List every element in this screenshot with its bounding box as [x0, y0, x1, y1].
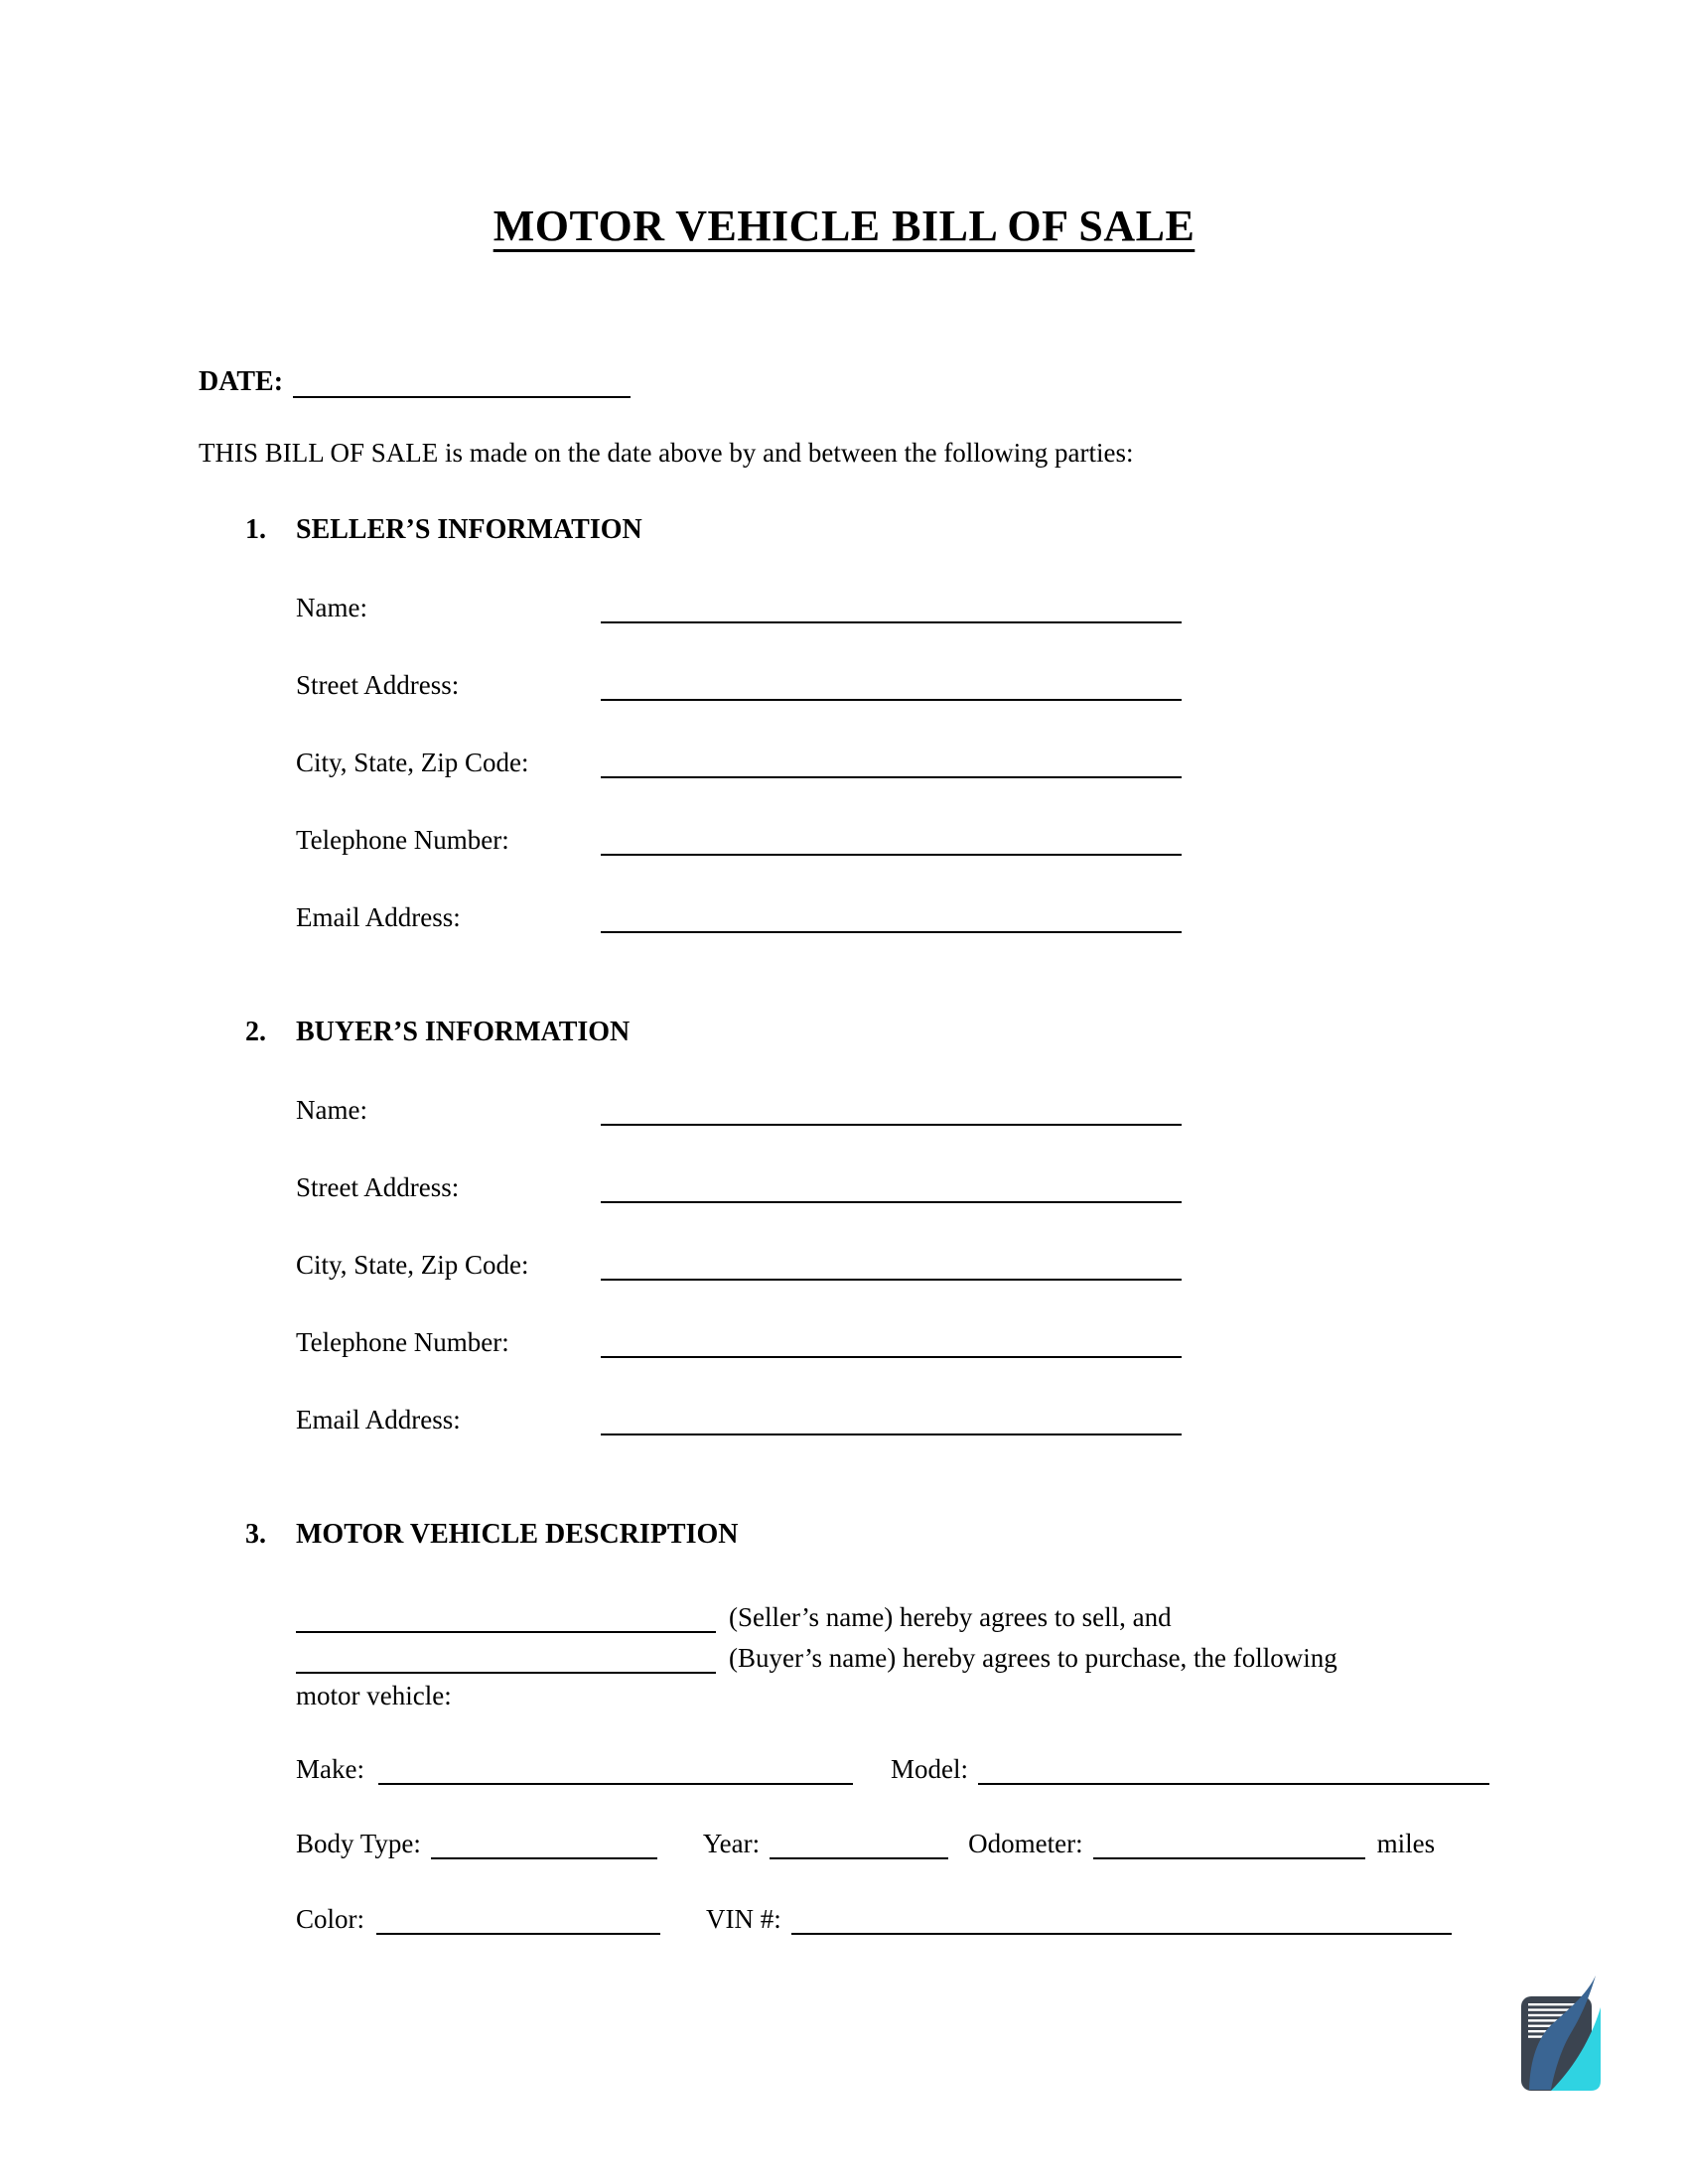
intro-paragraph: THIS BILL OF SALE is made on the date above by and between the following parties:	[199, 438, 1134, 468]
seller-street-label: Street Address:	[296, 670, 460, 700]
buyer-city-label: City, State, Zip Code:	[296, 1250, 529, 1280]
formspal-logo	[1521, 1976, 1601, 2091]
buyer-name-blank[interactable]	[601, 1123, 1182, 1126]
agreement-buyer-name-blank[interactable]	[296, 1671, 716, 1674]
date-label: DATE:	[199, 366, 284, 397]
buyer-street-row	[296, 1170, 1688, 1203]
section-vehicle-header	[245, 1519, 1688, 1551]
agreement-seller-text: (Seller’s name) hereby agrees to sell, and	[729, 1602, 1172, 1632]
document-title	[0, 0, 1688, 251]
body-type-blank[interactable]	[431, 1856, 657, 1859]
vin-blank[interactable]	[791, 1932, 1452, 1935]
seller-phone-label: Telephone Number:	[296, 825, 509, 855]
seller-email-label: Email Address:	[296, 902, 461, 932]
odometer-blank[interactable]	[1093, 1856, 1365, 1859]
seller-phone-blank[interactable]	[601, 853, 1182, 856]
section-seller-number: 1.	[245, 514, 266, 545]
vin-label: VIN #:	[706, 1904, 781, 1934]
model-label: Model:	[890, 1754, 968, 1784]
buyer-city-row	[296, 1248, 1688, 1281]
seller-email-blank[interactable]	[601, 930, 1182, 933]
buyer-email-blank[interactable]	[601, 1433, 1182, 1435]
color-vin-row	[296, 1901, 1489, 1935]
agreement-tail-text: motor vehicle:	[296, 1681, 452, 1710]
seller-name-blank[interactable]	[601, 620, 1182, 623]
section-seller-title: SELLER’S INFORMATION	[296, 514, 642, 545]
make-blank[interactable]	[378, 1782, 853, 1785]
section-buyer-header	[245, 1017, 1688, 1048]
agreement-buyer-text: (Buyer’s name) hereby agrees to purchase, the following	[729, 1643, 1337, 1673]
seller-street-blank[interactable]	[601, 698, 1182, 701]
buyer-street-label: Street Address:	[296, 1172, 460, 1202]
section-vehicle	[0, 1519, 1688, 1935]
buyer-city-blank[interactable]	[601, 1278, 1182, 1281]
formspal-logo-icon	[1521, 1976, 1601, 2091]
section-seller	[0, 514, 1688, 933]
model-blank[interactable]	[978, 1782, 1489, 1785]
seller-name-row	[296, 591, 1688, 623]
seller-phone-row	[296, 823, 1688, 856]
year-label: Year:	[702, 1829, 761, 1858]
seller-city-label: City, State, Zip Code:	[296, 748, 529, 777]
date-blank[interactable]	[293, 395, 631, 398]
buyer-email-row	[296, 1403, 1688, 1435]
section-buyer-title: BUYER’S INFORMATION	[296, 1017, 631, 1047]
seller-email-row	[296, 900, 1688, 933]
body-type-label: Body Type:	[296, 1829, 421, 1858]
buyer-phone-row	[296, 1325, 1688, 1358]
section-vehicle-number: 3.	[245, 1519, 266, 1550]
miles-suffix: miles	[1376, 1829, 1436, 1858]
color-label: Color:	[296, 1904, 365, 1934]
buyer-name-row	[296, 1093, 1688, 1126]
agreement-seller-line	[296, 1592, 1688, 1633]
section-vehicle-title: MOTOR VEHICLE DESCRIPTION	[296, 1519, 739, 1550]
buyer-street-blank[interactable]	[601, 1200, 1182, 1203]
seller-city-blank[interactable]	[601, 775, 1182, 778]
seller-street-row	[296, 668, 1688, 701]
buyer-phone-blank[interactable]	[601, 1355, 1182, 1358]
document-title-text: MOTOR VEHICLE BILL OF SALE	[492, 202, 1196, 250]
make-label: Make:	[296, 1754, 364, 1784]
color-blank[interactable]	[376, 1932, 660, 1935]
date-row	[199, 362, 1688, 398]
body-year-odometer-row	[296, 1826, 1489, 1859]
buyer-email-label: Email Address:	[296, 1405, 461, 1434]
section-buyer-number: 2.	[245, 1017, 266, 1047]
buyer-name-label: Name:	[296, 1095, 367, 1125]
seller-city-row	[296, 746, 1688, 778]
year-blank[interactable]	[770, 1856, 948, 1859]
agreement-seller-name-blank[interactable]	[296, 1630, 716, 1633]
section-buyer	[0, 1017, 1688, 1435]
section-seller-header	[245, 514, 1688, 546]
make-model-row	[296, 1751, 1489, 1785]
odometer-label: Odometer:	[968, 1829, 1083, 1858]
agreement-buyer-line	[296, 1633, 1688, 1674]
buyer-phone-label: Telephone Number:	[296, 1327, 509, 1357]
seller-name-label: Name:	[296, 593, 367, 622]
